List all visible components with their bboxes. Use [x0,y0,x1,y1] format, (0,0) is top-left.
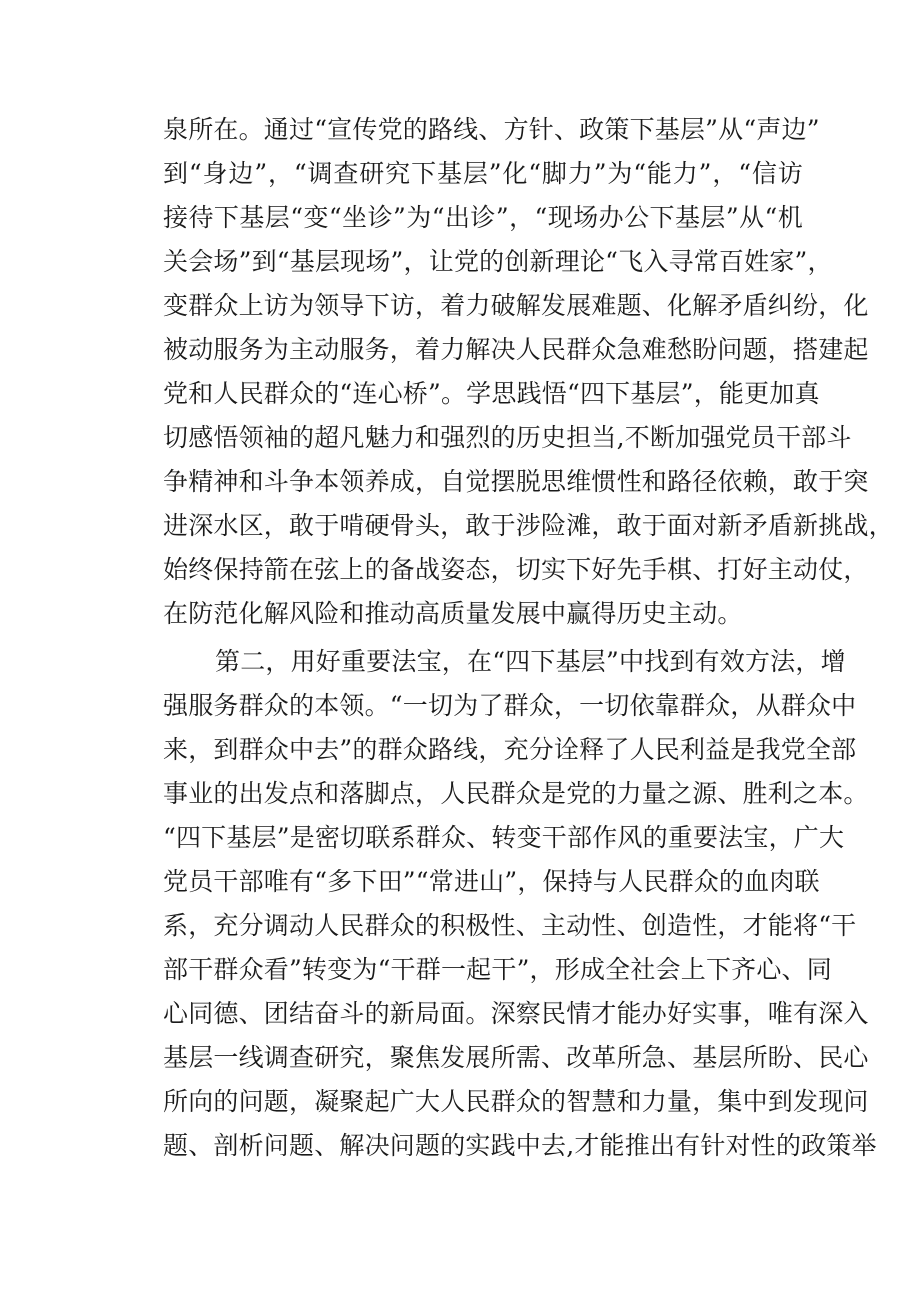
paragraph-2-line-10: 基层一线调查研究，聚焦发展所需、改革所急、基层所盼、民心 [163,1043,869,1072]
paragraph-2-line-5: “四下基层”是密切联系群众、转变干部作风的重要法宝，广大 [163,823,845,852]
paragraph-2-line-2: 强服务群众的本领。“一切为了群众，一切依靠群众，从群众中 [163,691,857,720]
paragraph-2-line-12: 题、剖析问题、解决问题的实践中去,才能推出有针对性的政策举 [163,1131,877,1160]
paragraph-2-line-8: 部干群众看”转变为“干群一起干”，形成全社会上下齐心、同 [163,955,832,984]
paragraph-1-line-7: 党和人民群众的“连心桥”。学思践悟“四下基层”，能更加真 [163,379,820,408]
paragraph-1-line-9: 争精神和斗争本领养成，自觉摆脱思维惯性和路径依赖，敢于突 [163,467,869,496]
paragraph-1-line-1: 泉所在。通过“宣传党的路线、方针、政策下基层”从“声边” [163,115,820,144]
paragraph-1-line-2: 到“身边”，“调查研究下基层”化“脚力”为“能力”，“信访 [163,159,803,188]
paragraph-2-line-3: 来，到群众中去”的群众路线，充分诠释了人民利益是我党全部 [163,735,857,764]
paragraph-1-line-10: 进深水区，敢于啃硬骨头，敢于涉险滩，敢于面对新矛盾新挑战， [163,511,894,540]
paragraph-2-line-6: 党员干部唯有“多下田”“常进山”，保持与人民群众的血肉联 [163,867,820,896]
paragraph-2-line-4: 事业的出发点和落脚点，人民群众是党的力量之源、胜利之本。 [163,779,869,808]
paragraph-1-line-12: 在防范化解风险和推动高质量发展中赢得历史主动。 [163,599,743,628]
paragraph-2-line-1: 第二，用好重要法宝，在“四下基层”中找到有效方法，增 [215,647,846,676]
paragraph-1-line-5: 变群众上访为领导下访，着力破解发展难题、化解矛盾纠纷，化 [163,291,869,320]
paragraph-2-line-11: 所向的问题，凝聚起广大人民群众的智慧和力量，集中到发现问 [163,1087,869,1116]
paragraph-1-line-6: 被动服务为主动服务，着力解决人民群众急难愁盼问题，搭建起 [163,335,869,364]
paragraph-1-line-11: 始终保持箭在弦上的备战姿态，切实下好先手棋、打好主动仗， [163,555,869,584]
paragraph-1-line-4: 关会场”到“基层现场”，让党的创新理论“飞入寻常百姓家”， [163,247,833,276]
paragraph-2-line-9: 心同德、团结奋斗的新局面。深察民情才能办好实事，唯有深入 [163,999,869,1028]
paragraph-2-line-7: 系，充分调动人民群众的积极性、主动性、创造性，才能将“干 [163,911,857,940]
paragraph-1-line-8: 切感悟领袖的超凡魅力和强烈的历史担当,不断加强党员干部斗 [163,423,852,452]
paragraph-1-line-3: 接待下基层“变“坐诊”为“出诊”，“现场办公下基层”从“机 [163,203,803,232]
